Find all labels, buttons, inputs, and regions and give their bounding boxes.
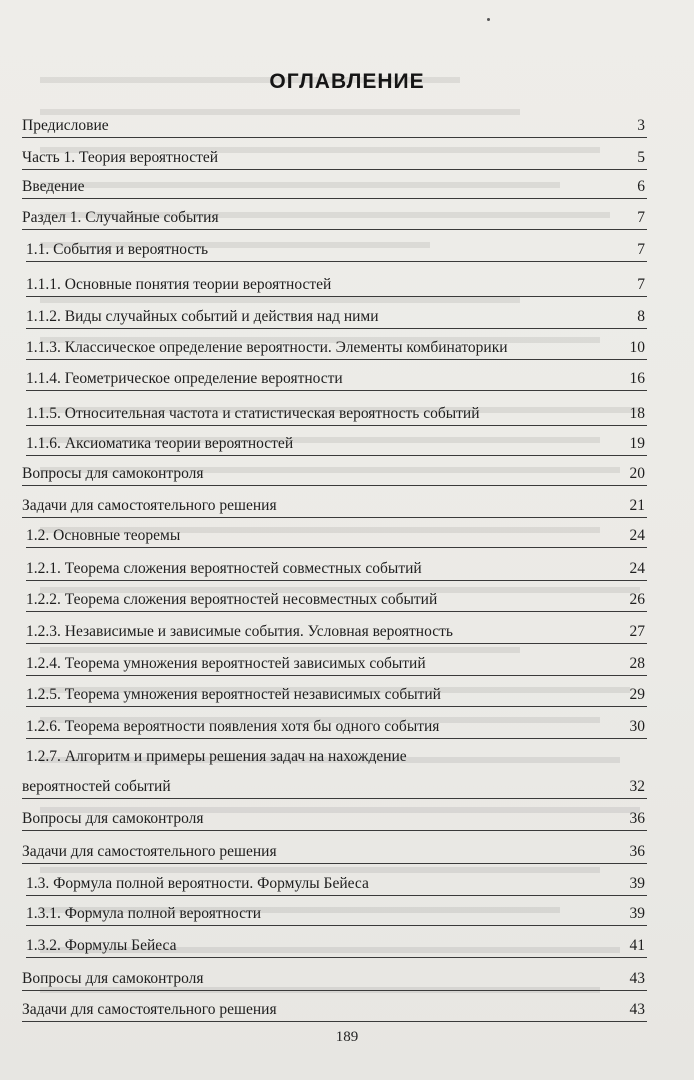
toc-entry-exercises[interactable] <box>22 1002 647 1024</box>
toc-entry-page: 19 <box>629 435 645 452</box>
toc-entry-1-2-7-continued[interactable] <box>22 779 647 801</box>
toc-entry-1-1-5[interactable] <box>26 406 647 428</box>
toc-entry-page: 16 <box>629 370 645 387</box>
paper-speck <box>487 18 490 21</box>
toc-entry-1-3-2[interactable] <box>26 938 647 960</box>
leader-line <box>26 296 647 297</box>
toc-entry-page: 28 <box>629 655 645 672</box>
toc-entry-title: 1.1. События и вероятность <box>26 241 209 258</box>
toc-entry-title: 1.1.2. Виды случайных событий и действия над ними <box>26 308 379 325</box>
toc-entry-title: 1.1.3. Классическое определение вероятности. Элементы комбинаторики <box>26 339 508 356</box>
toc-entry-page: 32 <box>629 778 645 795</box>
toc-entry-section-1[interactable] <box>22 210 647 232</box>
toc-entry-page: 26 <box>629 591 645 608</box>
toc-entry-title: 1.3. Формула полной вероятности. Формулы Бейеса <box>26 875 369 892</box>
toc-entry-title: 1.2.7. Алгоритм и примеры решения задач на нахождение <box>26 748 407 765</box>
toc-entry-1-2-7[interactable] <box>26 749 647 771</box>
leader-line <box>22 798 647 799</box>
toc-entry-self-check-questions[interactable] <box>22 466 647 488</box>
leader-line <box>26 643 647 644</box>
toc-entry-1-1[interactable] <box>26 242 647 264</box>
toc-entry-title: 1.1.1. Основные понятия теории вероятностей <box>26 276 332 293</box>
toc-entry-title: 1.2.6. Теорема вероятности появления хотя бы одного события <box>26 718 440 735</box>
toc-entry-title: Часть 1. Теория вероятностей <box>22 149 219 166</box>
toc-entry-1-2-6[interactable] <box>26 719 647 741</box>
leader-line <box>26 925 647 926</box>
leader-line <box>26 261 647 262</box>
leader-line <box>26 706 647 707</box>
toc-entry-page: 43 <box>629 1001 645 1018</box>
leader-line <box>26 675 647 676</box>
leader-line <box>22 198 647 199</box>
toc-entry-1-2[interactable] <box>26 528 647 550</box>
toc-entry-title: Вопросы для самоконтроля <box>22 810 204 827</box>
toc-entry-page: 7 <box>637 276 645 293</box>
toc-entry-1-2-3[interactable] <box>26 624 647 646</box>
toc-entry-page: 39 <box>629 905 645 922</box>
toc-entry-page: 41 <box>629 937 645 954</box>
toc-entry-title: 1.2.2. Теорема сложения вероятностей несовместных событий <box>26 591 438 608</box>
toc-entry-page: 29 <box>629 686 645 703</box>
leader-line <box>22 169 647 170</box>
toc-entry-page: 10 <box>629 339 645 356</box>
toc-entry-self-check-questions[interactable] <box>22 811 647 833</box>
toc-entry-introduction[interactable] <box>22 179 647 201</box>
toc-entry-page: 43 <box>629 970 645 987</box>
page-number: 189 <box>335 1029 359 1045</box>
leader-line <box>26 328 647 329</box>
leader-line <box>26 580 647 581</box>
toc-entry-page: 21 <box>629 497 645 514</box>
toc-entry-page: 7 <box>637 241 645 258</box>
leader-line <box>26 390 647 391</box>
leader-line <box>22 485 647 486</box>
toc-entry-title: Задачи для самостоятельного решения <box>22 843 277 860</box>
leader-line <box>26 425 647 426</box>
leader-line <box>22 137 647 138</box>
toc-entry-title: 1.2.5. Теорема умножения вероятностей независимых событий <box>26 686 441 703</box>
toc-entry-page: 6 <box>637 178 645 195</box>
toc-entry-page: 8 <box>637 308 645 325</box>
toc-entry-page: 18 <box>629 405 645 422</box>
toc-entry-exercises[interactable] <box>22 498 647 520</box>
toc-entry-title: Вопросы для самоконтроля <box>22 465 204 482</box>
toc-entry-1-3-1[interactable] <box>26 906 647 928</box>
page-title: ОГЛАВЛЕНИЕ <box>269 70 425 93</box>
toc-entry-1-3[interactable] <box>26 876 647 898</box>
toc-entry-title: Раздел 1. Случайные события <box>22 209 219 226</box>
toc-entry-page: 30 <box>629 718 645 735</box>
toc-entry-page: 3 <box>637 117 645 134</box>
toc-entry-title: Задачи для самостоятельного решения <box>22 497 277 514</box>
toc-entry-title: 1.1.6. Аксиоматика теории вероятностей <box>26 435 294 452</box>
leader-line <box>26 359 647 360</box>
leader-line <box>26 957 647 958</box>
toc-entry-page: 5 <box>637 149 645 166</box>
toc-entry-title: Предисловие <box>22 117 109 134</box>
leader-line <box>22 990 647 991</box>
toc-entry-1-2-4[interactable] <box>26 656 647 678</box>
leader-line <box>26 547 647 548</box>
leader-line <box>22 1021 647 1022</box>
leader-line <box>22 517 647 518</box>
toc-entry-title: 1.3.1. Формула полной вероятности <box>26 905 262 922</box>
leader-line <box>22 830 647 831</box>
toc-entry-1-1-6[interactable] <box>26 436 647 458</box>
toc-entry-title: Вопросы для самоконтроля <box>22 970 204 987</box>
toc-entry-exercises[interactable] <box>22 844 647 866</box>
toc-entry-page: 7 <box>637 209 645 226</box>
toc-entry-1-1-1[interactable] <box>26 277 647 299</box>
toc-entry-title: вероятностей событий <box>22 778 171 795</box>
toc-entry-page: 24 <box>629 560 645 577</box>
leader-line <box>26 895 647 896</box>
toc-entry-1-2-1[interactable] <box>26 561 647 583</box>
toc-entry-title: Введение <box>22 178 85 195</box>
toc-entry-title: 1.1.4. Геометрическое определение вероятности <box>26 370 343 387</box>
leader-line <box>22 863 647 864</box>
toc-entry-page: 20 <box>629 465 645 482</box>
toc-entry-page: 36 <box>629 843 645 860</box>
toc-entry-1-2-5[interactable] <box>26 687 647 709</box>
toc-entry-page: 27 <box>629 623 645 640</box>
toc-entry-1-1-3[interactable] <box>26 340 647 362</box>
toc-entry-title: 1.2. Основные теоремы <box>26 527 181 544</box>
toc-entry-title: 1.2.3. Независимые и зависимые события. Условная вероятность <box>26 623 453 640</box>
toc-entry-title: 1.1.5. Относительная частота и статистическая вероятность событий <box>26 405 480 422</box>
toc-entry-1-1-4[interactable] <box>26 371 647 393</box>
toc-entry-self-check-questions[interactable] <box>22 971 647 993</box>
toc-entry-title: 1.3.2. Формулы Бейеса <box>26 937 177 954</box>
toc-entry-page: 24 <box>629 527 645 544</box>
toc-entry-1-1-2[interactable] <box>26 309 647 331</box>
toc-entry-part-1[interactable] <box>22 150 647 172</box>
toc-entry-1-2-2[interactable] <box>26 592 647 614</box>
leader-line <box>26 611 647 612</box>
toc-entry-title: 1.2.1. Теорема сложения вероятностей совместных событий <box>26 560 422 577</box>
toc-entry-page: 39 <box>629 875 645 892</box>
leader-line <box>26 455 647 456</box>
leader-line <box>22 229 647 230</box>
toc-entry-preface[interactable] <box>22 118 647 140</box>
leader-line <box>26 738 647 739</box>
toc-entry-title: 1.2.4. Теорема умножения вероятностей зависимых событий <box>26 655 426 672</box>
toc-entry-page: 36 <box>629 810 645 827</box>
toc-entry-title: Задачи для самостоятельного решения <box>22 1001 277 1018</box>
